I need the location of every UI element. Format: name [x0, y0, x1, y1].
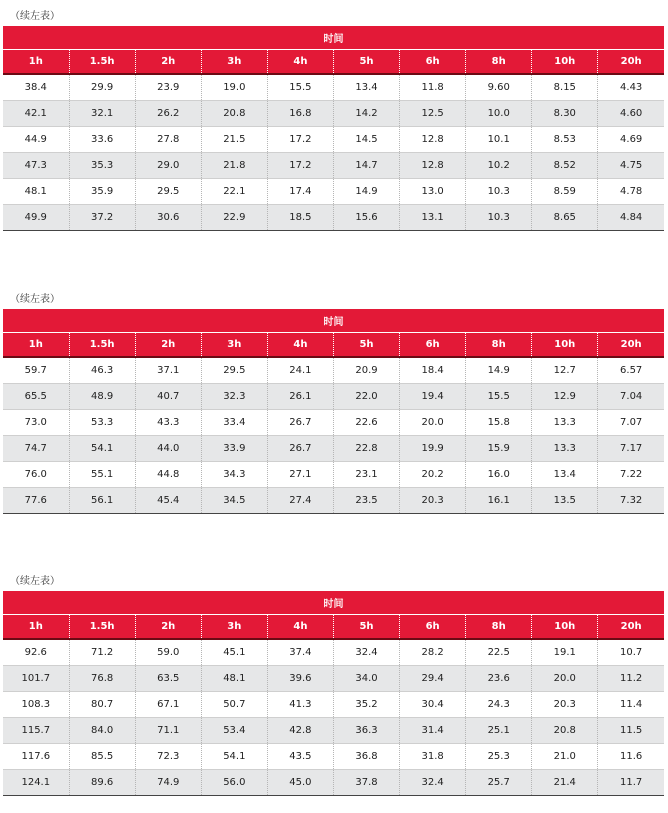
- table-row: [3, 666, 664, 692]
- column-header-10h: 10h: [532, 615, 598, 640]
- table-row: [3, 179, 664, 205]
- column-header-1_5h: 1.5h: [69, 50, 135, 75]
- table-cell: 20.9: [333, 357, 399, 384]
- table-cell: 124.1: [3, 770, 69, 796]
- table-cell: 54.1: [69, 436, 135, 462]
- table-cell: 59.7: [3, 357, 69, 384]
- table-cell: 4.60: [598, 101, 664, 127]
- table-cell: 29.9: [69, 74, 135, 101]
- table-cell: 12.5: [400, 101, 466, 127]
- table-cell: 27.8: [135, 127, 201, 153]
- table-cell: 20.3: [532, 692, 598, 718]
- table-cell: 13.4: [333, 74, 399, 101]
- table-cell: 29.5: [201, 357, 267, 384]
- table-row: [3, 718, 664, 744]
- table-cell: 14.7: [333, 153, 399, 179]
- table-cell: 80.7: [69, 692, 135, 718]
- column-header-6h: 6h: [400, 615, 466, 640]
- table-row: [3, 770, 664, 796]
- column-header-8h: 8h: [466, 50, 532, 75]
- table-cell: 4.75: [598, 153, 664, 179]
- table-cell: 25.7: [466, 770, 532, 796]
- table-cell: 19.4: [400, 384, 466, 410]
- table-cell: 24.3: [466, 692, 532, 718]
- table-cell: 40.7: [135, 384, 201, 410]
- table-cell: 59.0: [135, 639, 201, 666]
- table-cell: 12.9: [532, 384, 598, 410]
- table-cell: 16.1: [466, 488, 532, 514]
- table-cell: 32.1: [69, 101, 135, 127]
- column-header-8h: 8h: [466, 333, 532, 358]
- table-cell: 32.4: [333, 639, 399, 666]
- table-cell: 74.9: [135, 770, 201, 796]
- data-table: [3, 26, 664, 231]
- column-header-20h: 20h: [598, 615, 664, 640]
- table-cell: 76.8: [69, 666, 135, 692]
- table-cell: 10.0: [466, 101, 532, 127]
- table-cell: 23.9: [135, 74, 201, 101]
- table-cell: 35.2: [333, 692, 399, 718]
- table-cell: 20.3: [400, 488, 466, 514]
- table-cell: 7.22: [598, 462, 664, 488]
- table-cell: 23.6: [466, 666, 532, 692]
- table-cell: 43.3: [135, 410, 201, 436]
- column-header-3h: 3h: [201, 50, 267, 75]
- table-cell: 49.9: [3, 205, 69, 231]
- table-cell: 47.3: [3, 153, 69, 179]
- column-header-1_5h: 1.5h: [69, 333, 135, 358]
- table-cell: 10.2: [466, 153, 532, 179]
- table-cell: 6.57: [598, 357, 664, 384]
- table-cell: 101.7: [3, 666, 69, 692]
- table-cell: 15.8: [466, 410, 532, 436]
- table-cell: 4.43: [598, 74, 664, 101]
- table-cell: 48.9: [69, 384, 135, 410]
- table-cell: 22.6: [333, 410, 399, 436]
- table-cell: 22.5: [466, 639, 532, 666]
- table-cell: 26.1: [267, 384, 333, 410]
- table-cell: 18.5: [267, 205, 333, 231]
- table-cell: 35.9: [69, 179, 135, 205]
- table-cell: 8.65: [532, 205, 598, 231]
- table-cell: 32.3: [201, 384, 267, 410]
- table-cell: 108.3: [3, 692, 69, 718]
- column-header-4h: 4h: [267, 333, 333, 358]
- table-cell: 15.5: [267, 74, 333, 101]
- data-table: [3, 309, 664, 514]
- table-cell: 37.2: [69, 205, 135, 231]
- table-cell: 21.0: [532, 744, 598, 770]
- table-cell: 20.2: [400, 462, 466, 488]
- table-cell: 31.8: [400, 744, 466, 770]
- table-cell: 38.4: [3, 74, 69, 101]
- table-cell: 12.7: [532, 357, 598, 384]
- table-cell: 22.9: [201, 205, 267, 231]
- table-cell: 24.1: [267, 357, 333, 384]
- table-cell: 89.6: [69, 770, 135, 796]
- table-row: [3, 74, 664, 101]
- table-cell: 16.0: [466, 462, 532, 488]
- table-cell: 23.1: [333, 462, 399, 488]
- column-header-5h: 5h: [333, 615, 399, 640]
- column-header-3h: 3h: [201, 333, 267, 358]
- column-header-2h: 2h: [135, 50, 201, 75]
- table-cell: 15.5: [466, 384, 532, 410]
- table-cell: 27.1: [267, 462, 333, 488]
- table-cell: 63.5: [135, 666, 201, 692]
- table-cell: 45.4: [135, 488, 201, 514]
- table-cell: 7.07: [598, 410, 664, 436]
- group-header-time: 时间: [3, 26, 664, 50]
- table-cell: 8.15: [532, 74, 598, 101]
- table-cell: 10.1: [466, 127, 532, 153]
- column-header-row: [3, 333, 664, 358]
- table-cell: 7.17: [598, 436, 664, 462]
- table-cell: 11.7: [598, 770, 664, 796]
- table-cell: 33.6: [69, 127, 135, 153]
- table-caption: （续左表）: [10, 11, 60, 22]
- table-cell: 92.6: [3, 639, 69, 666]
- table-cell: 32.4: [400, 770, 466, 796]
- table-cell: 7.04: [598, 384, 664, 410]
- table-cell: 17.4: [267, 179, 333, 205]
- table-cell: 12.8: [400, 153, 466, 179]
- column-header-5h: 5h: [333, 333, 399, 358]
- column-header-4h: 4h: [267, 50, 333, 75]
- table-cell: 26.7: [267, 410, 333, 436]
- table-cell: 16.8: [267, 101, 333, 127]
- table-cell: 8.30: [532, 101, 598, 127]
- table-cell: 13.0: [400, 179, 466, 205]
- table-cell: 34.5: [201, 488, 267, 514]
- column-header-1h: 1h: [3, 333, 69, 358]
- table-body: [3, 74, 664, 231]
- table-cell: 48.1: [201, 666, 267, 692]
- table-cell: 56.1: [69, 488, 135, 514]
- table-cell: 115.7: [3, 718, 69, 744]
- table-cell: 21.5: [201, 127, 267, 153]
- table-cell: 14.9: [333, 179, 399, 205]
- table-cell: 20.8: [532, 718, 598, 744]
- table-cell: 56.0: [201, 770, 267, 796]
- table-row: [3, 436, 664, 462]
- table-cell: 29.5: [135, 179, 201, 205]
- table-row: [3, 692, 664, 718]
- table-cell: 42.1: [3, 101, 69, 127]
- table-cell: 13.3: [532, 436, 598, 462]
- table-cell: 18.4: [400, 357, 466, 384]
- table-cell: 14.9: [466, 357, 532, 384]
- table-cell: 77.6: [3, 488, 69, 514]
- table-cell: 42.8: [267, 718, 333, 744]
- table-cell: 14.5: [333, 127, 399, 153]
- table-cell: 37.8: [333, 770, 399, 796]
- table-cell: 10.7: [598, 639, 664, 666]
- table-cell: 71.2: [69, 639, 135, 666]
- table-row: [3, 101, 664, 127]
- column-header-10h: 10h: [532, 333, 598, 358]
- group-header-row: [3, 591, 664, 615]
- table-cell: 9.60: [466, 74, 532, 101]
- table-cell: 45.0: [267, 770, 333, 796]
- table-cell: 53.3: [69, 410, 135, 436]
- table-cell: 71.1: [135, 718, 201, 744]
- table-cell: 8.59: [532, 179, 598, 205]
- table-row: [3, 153, 664, 179]
- table-cell: 11.4: [598, 692, 664, 718]
- table-cell: 67.1: [135, 692, 201, 718]
- table-cell: 48.1: [3, 179, 69, 205]
- table-cell: 76.0: [3, 462, 69, 488]
- table-cell: 22.0: [333, 384, 399, 410]
- table-row: [3, 205, 664, 231]
- table-cell: 20.8: [201, 101, 267, 127]
- table-row: [3, 744, 664, 770]
- group-header-row: [3, 309, 664, 333]
- column-header-10h: 10h: [532, 50, 598, 75]
- table-row: [3, 127, 664, 153]
- table-cell: 43.5: [267, 744, 333, 770]
- table-cell: 33.9: [201, 436, 267, 462]
- table-cell: 45.1: [201, 639, 267, 666]
- table-cell: 26.7: [267, 436, 333, 462]
- table-cell: 34.3: [201, 462, 267, 488]
- column-header-6h: 6h: [400, 50, 466, 75]
- table-cell: 15.6: [333, 205, 399, 231]
- table-cell: 50.7: [201, 692, 267, 718]
- column-header-1_5h: 1.5h: [69, 615, 135, 640]
- table-cell: 39.6: [267, 666, 333, 692]
- table-cell: 85.5: [69, 744, 135, 770]
- table-cell: 37.1: [135, 357, 201, 384]
- table-cell: 13.3: [532, 410, 598, 436]
- column-header-20h: 20h: [598, 333, 664, 358]
- table-cell: 23.5: [333, 488, 399, 514]
- table-caption: （续左表）: [10, 294, 60, 305]
- table-cell: 21.4: [532, 770, 598, 796]
- table-cell: 8.52: [532, 153, 598, 179]
- column-header-2h: 2h: [135, 333, 201, 358]
- group-header-time: 时间: [3, 309, 664, 333]
- table-cell: 44.8: [135, 462, 201, 488]
- table-cell: 46.3: [69, 357, 135, 384]
- table-cell: 31.4: [400, 718, 466, 744]
- table-cell: 20.0: [400, 410, 466, 436]
- table-cell: 19.1: [532, 639, 598, 666]
- table-cell: 44.9: [3, 127, 69, 153]
- table-cell: 4.78: [598, 179, 664, 205]
- table-cell: 84.0: [69, 718, 135, 744]
- table-cell: 19.9: [400, 436, 466, 462]
- column-header-1h: 1h: [3, 615, 69, 640]
- table-cell: 30.6: [135, 205, 201, 231]
- table-row: [3, 384, 664, 410]
- table-cell: 55.1: [69, 462, 135, 488]
- table-cell: 12.8: [400, 127, 466, 153]
- table-cell: 29.4: [400, 666, 466, 692]
- column-header-4h: 4h: [267, 615, 333, 640]
- table-cell: 10.3: [466, 179, 532, 205]
- table-cell: 53.4: [201, 718, 267, 744]
- table-cell: 15.9: [466, 436, 532, 462]
- table-cell: 8.53: [532, 127, 598, 153]
- column-header-3h: 3h: [201, 615, 267, 640]
- table-cell: 22.8: [333, 436, 399, 462]
- table-cell: 65.5: [3, 384, 69, 410]
- table-row: [3, 462, 664, 488]
- data-table: [3, 591, 664, 796]
- table-caption: （续左表）: [10, 576, 60, 587]
- table-cell: 29.0: [135, 153, 201, 179]
- table-row: [3, 639, 664, 666]
- column-header-8h: 8h: [466, 615, 532, 640]
- group-header-row: [3, 26, 664, 50]
- table-cell: 10.3: [466, 205, 532, 231]
- table-cell: 4.84: [598, 205, 664, 231]
- table-cell: 33.4: [201, 410, 267, 436]
- table-cell: 35.3: [69, 153, 135, 179]
- table-cell: 28.2: [400, 639, 466, 666]
- table-row: [3, 488, 664, 514]
- column-header-5h: 5h: [333, 50, 399, 75]
- table-row: [3, 357, 664, 384]
- table-cell: 11.6: [598, 744, 664, 770]
- group-header-time: 时间: [3, 591, 664, 615]
- table-cell: 11.5: [598, 718, 664, 744]
- table-cell: 36.3: [333, 718, 399, 744]
- table-cell: 22.1: [201, 179, 267, 205]
- table-cell: 26.2: [135, 101, 201, 127]
- table-cell: 14.2: [333, 101, 399, 127]
- table-cell: 34.0: [333, 666, 399, 692]
- table-body: [3, 639, 664, 796]
- column-header-1h: 1h: [3, 50, 69, 75]
- table-cell: 11.2: [598, 666, 664, 692]
- table-cell: 73.0: [3, 410, 69, 436]
- column-header-20h: 20h: [598, 50, 664, 75]
- table-body: [3, 357, 664, 514]
- table-cell: 25.3: [466, 744, 532, 770]
- column-header-row: [3, 50, 664, 75]
- table-cell: 13.1: [400, 205, 466, 231]
- table-cell: 72.3: [135, 744, 201, 770]
- column-header-row: [3, 615, 664, 640]
- column-header-6h: 6h: [400, 333, 466, 358]
- table-cell: 21.8: [201, 153, 267, 179]
- table-cell: 36.8: [333, 744, 399, 770]
- table-cell: 17.2: [267, 153, 333, 179]
- table-cell: 30.4: [400, 692, 466, 718]
- table-cell: 37.4: [267, 639, 333, 666]
- table-cell: 54.1: [201, 744, 267, 770]
- table-cell: 20.0: [532, 666, 598, 692]
- table-cell: 117.6: [3, 744, 69, 770]
- table-cell: 41.3: [267, 692, 333, 718]
- table-cell: 25.1: [466, 718, 532, 744]
- table-row: [3, 410, 664, 436]
- table-cell: 4.69: [598, 127, 664, 153]
- table-cell: 74.7: [3, 436, 69, 462]
- table-cell: 17.2: [267, 127, 333, 153]
- table-cell: 44.0: [135, 436, 201, 462]
- table-cell: 27.4: [267, 488, 333, 514]
- table-cell: 7.32: [598, 488, 664, 514]
- table-cell: 19.0: [201, 74, 267, 101]
- table-cell: 13.5: [532, 488, 598, 514]
- column-header-2h: 2h: [135, 615, 201, 640]
- table-cell: 13.4: [532, 462, 598, 488]
- table-cell: 11.8: [400, 74, 466, 101]
